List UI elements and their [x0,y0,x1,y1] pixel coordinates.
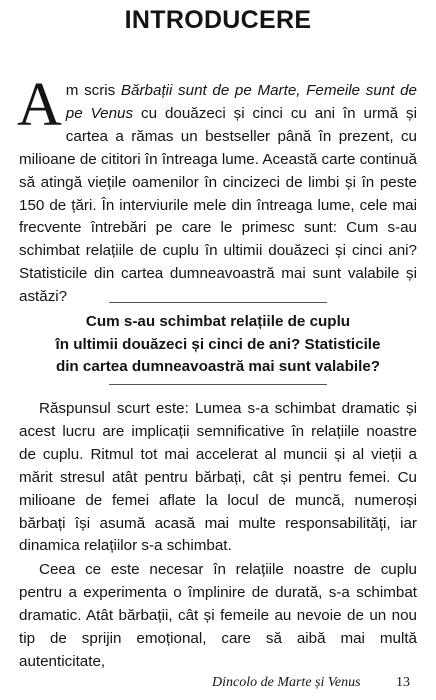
chapter-title: INTRODUCERE [124,6,312,34]
heading-top-rule [109,302,327,303]
answer-paragraph: Răspunsul scurt este: Lumea s-a schimbat dramatic și acest lucru are implicații semnificative în relațiile noastre de cuplu. Ritmul tot mai accelerat al muncii și al vieții a mărit stresul atât pentru bărbați, cât și pentru femei. Cu milioane de femei aflate la locul de muncă, numeroși bărbați își asumă acasă mai multe responsabilități, iar dinamica relațiilor s-a schimbat. [19,400,417,555]
running-footer-title: Dincolo de Marte și Venus [212,675,361,690]
section-heading [19,311,417,379]
heading-line-2: în ultimii douăzeci și cinci de ani? Statisticile [55,335,381,353]
needs-paragraph: Ceea ce este necesar în relațiile noastre de cuplu pentru a experimenta o împlinire de durată, s-a schimbat dramatic. Atât bărbații, cât și femeile au nevoie de un nou tip de sprijin emoțional, care să aibă mai multă autenticitate, [19,561,417,670]
intro-paragraph [17,71,417,309]
intro-lead: m scris [65,82,121,99]
intro-rest: cu douăzeci și cinci cu ani în urmă și cartea a rămas un bestseller până în prezent, cu milioane de cititori în întreaga lume. Această carte continuă să atingă viețile oamenilor în cincizeci de limbi și în peste 150 de țări. În interviurile mele din întreaga lume, cele mai frecvente întrebări pe care le primesc sunt: Cum s-au schimbat relațiile de cuplu în ultimii douăzeci și cinci ani? Statisticile din cartea dumneavoastră mai sunt valabile și astăzi? [19,104,417,306]
heading-line-1: Cum s-au schimbat relațiile de cuplu [85,313,351,330]
drop-cap: A [17,71,62,139]
book-title: Bărbații sunt de pe Marte, Femeile sunt de pe Venus [65,82,417,122]
heading-line-3: din cartea dumneavoastră mai sunt valabile? [55,358,381,375]
heading-bottom-rule [109,384,327,385]
page-number: 13 [396,675,410,690]
